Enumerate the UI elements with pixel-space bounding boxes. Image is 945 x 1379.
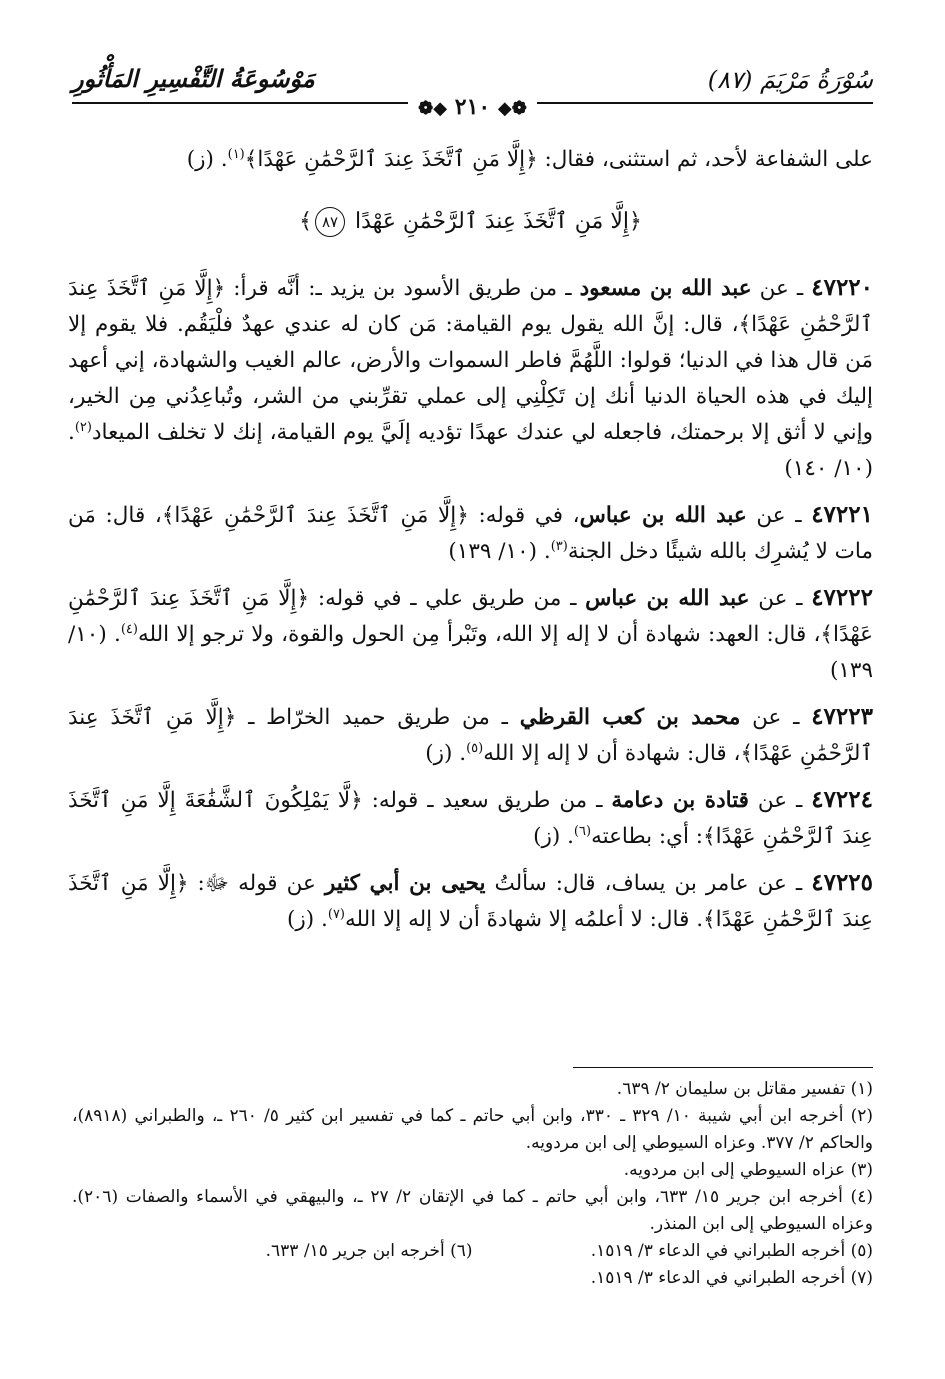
footnotes [72,1076,873,1292]
hadith-tail: . (ز) [425,741,467,766]
narrator: عبد الله بن عباس [585,586,750,611]
hadith-text: عن قوله ﷻ: ﴿إِلَّا مَنِ ٱتَّخَذَ عِندَ ٱلرَّحْمَٰنِ عَهْدًا﴾. قال: لا أعلمُه إلا شهادةَ أن لا إله إلا الله [68,871,873,932]
page-number-block [0,94,945,120]
book-title: مَوْسُوعَةُ التَّفْسِيرِ المَأْثُورِ [72,64,315,93]
hadith-number: ٤٧٢٢٤ [811,786,873,813]
intro-paragraph [68,142,873,178]
hadith-number: ٤٧٢٢١ [811,501,873,528]
footnote-ref: (٥) [466,740,484,756]
intro-text: على الشفاعة لأحد، ثم استثنى، فقال: ﴿إِلَّا مَنِ ٱتَّخَذَ عِندَ ٱلرَّحْمَٰنِ عَهْدًا﴾ [244,147,873,172]
hadith-pre: ـ عن [751,276,804,301]
footnote-4: (٤) أخرجه ابن جرير ١٥/ ٦٣٣، وابن أبي حاتم ـ كما في الإتقان ٢/ ٢٧ ـ، والبيهقي في الأسماء والصفات (٢٠٦). وعزاه السيوطي إلى ابن المنذر. [72,1187,873,1234]
page-number-frame [408,94,537,120]
hadith-pre: ـ عن [746,503,802,528]
ornament-left-icon: ❁◆ [418,98,448,119]
surah-title: سُوْرَةُ مَرْيَمَ (٨٧) [707,66,873,94]
hadith-tail: . (ز) [287,907,328,932]
hadith-pre: ـ عن [749,586,803,611]
hadith-pre: ـ عن [748,788,803,813]
footnote-2: (٢) أخرجه ابن أبي شيبة ١٠/ ٣٢٩ ـ ٣٣٠، وابن أبي حاتم ـ كما في تفسير ابن كثير ٥/ ٢٦٠ ـ، والطبراني (٨٩١٨)، والحاكم ٢/ ٣٧٧. وعزاه السيوطي إلى ابن مردويه. [72,1106,874,1153]
footnote-ref: (٧) [327,906,345,922]
hadith-number: ٤٧٢٢٢ [811,584,873,611]
narrator: يحيى بن أبي كثير [324,871,486,896]
hadith-tail: . (١٠/ ١٤٠) [68,420,873,481]
hadith-entry [68,497,873,570]
narrator: محمد بن كعب القرظي [519,705,741,730]
hadith-entry [68,270,873,487]
intro-tail: . (ز) [186,147,228,172]
footnote-divider [573,1067,873,1068]
verse-heading [68,204,873,240]
hadith-entry [68,865,873,938]
footnote-7: (٧) أخرجه الطبراني في الدعاء ٣/ ١٥١٩. [590,1268,873,1288]
hadith-entry [68,580,873,689]
footnote-1: (١) تفسير مقاتل بن سليمان ٢/ ٦٣٩. [616,1079,873,1099]
main-text [68,142,873,938]
verse-heading-text: ﴿إِلَّا مَنِ ٱتَّخَذَ عِندَ ٱلرَّحْمَٰنِ عَهْدًا [355,209,642,234]
hadith-number: ٤٧٢٢٣ [811,703,873,730]
verse-number-icon: ٨٧ [315,207,345,237]
narrator: قتادة بن دعامة [611,788,749,813]
hadith-text: ، في قوله: ﴿إِلَّا مَنِ ٱتَّخَذَ عِندَ ٱلرَّحْمَٰنِ عَهْدًا﴾، قال: مَن مات لا يُشرِك بالله شيئًا دخل الجنة [68,503,873,564]
footnote-row [72,1238,873,1265]
narrator: عبد الله بن مسعود [579,276,752,301]
footnote-3: (٣) عزاه السيوطي إلى ابن مردويه. [623,1160,873,1180]
hadith-text: ـ من طريق سعيد ـ قوله: ﴿لَّا يَمْلِكُونَ ٱلشَّفَٰعَةَ إِلَّا مَنِ ٱتَّخَذَ عِندَ ٱلرَّحْمَٰنِ عَهْدًا﴾: أي: بطاعته [68,788,873,849]
hadith-entry [68,699,873,772]
hadith-text: ـ من طريق علي ـ في قوله: ﴿إِلَّا مَنِ ٱتَّخَذَ عِندَ ٱلرَّحْمَٰنِ عَهْدًا﴾، قال: العهد: شهادة أن لا إله إلا الله، وتَبْرأ مِن الحول والقوة، ولا ترجو إلا الله [68,586,873,647]
ornament-right-icon: ◆❁ [497,98,527,119]
footnote-ref: (٣) [550,538,568,554]
hadith-entry [68,782,873,855]
hadith-text: ـ من طريق الأسود بن يزيد ـ: أنَّه قرأ: ﴿إِلَّا مَنِ ٱتَّخَذَ عِندَ ٱلرَّحْمَٰنِ عَهْدًا﴾، قال: إنَّ الله يقول يوم القيامة: مَن كان له عندي عهدٌ فلْيَقُم. فلا يقوم إلا مَن قال هذا في الدنيا؛ قولوا: اللَّهُمَّ فاطر السموات والأرض، عالم الغيب والشهادة، إني أعهد إليك في هذه الحياة الدنيا أنك إن تَكِلْنِي إلى عملي تقرِّبني من الشر، وتُباعِدُني مِن الخير، وإني لا أثق إلا برحمتك، فاجعله لي عندك عهدًا تؤديه إلَيَّ يوم القيامة، إنك لا تخلف الميعاد [68,276,873,445]
hadith-pre: ـ عن [740,705,800,730]
hadith-pre: ـ عن عامر بن يساف، قال: سألتُ [485,871,803,896]
hadith-number: ٤٧٢٢٠ [811,274,874,301]
hadith-tail: . (ز) [533,824,574,849]
footnote-ref: (٤) [120,621,138,637]
footnote-ref: (١) [227,146,245,162]
hadith-number: ٤٧٢٢٥ [811,869,874,896]
footnote-5: (٥) أخرجه الطبراني في الدعاء ٣/ ١٥١٩. [590,1241,873,1261]
footnote-6: (٦) أخرجه ابن جرير ١٥/ ٦٣٣. [265,1241,473,1261]
hadith-text: ـ من طريق حميد الخرّاط ـ ﴿إِلَّا مَنِ ٱتَّخَذَ عِندَ ٱلرَّحْمَٰنِ عَهْدًا﴾، قال: شهادة أن لا إله إلا الله [68,705,873,766]
page-number: ٢١٠ [454,94,491,120]
footnote-ref: (٢) [74,419,92,435]
footnote-ref: (٦) [573,823,592,839]
hadith-tail: . (١٠/ ١٣٩) [68,622,873,683]
narrator: عبد الله بن عباس [579,503,747,528]
verse-heading-close: ﴾ [299,209,313,234]
hadith-tail: . (١٠/ ١٣٩) [448,539,551,564]
